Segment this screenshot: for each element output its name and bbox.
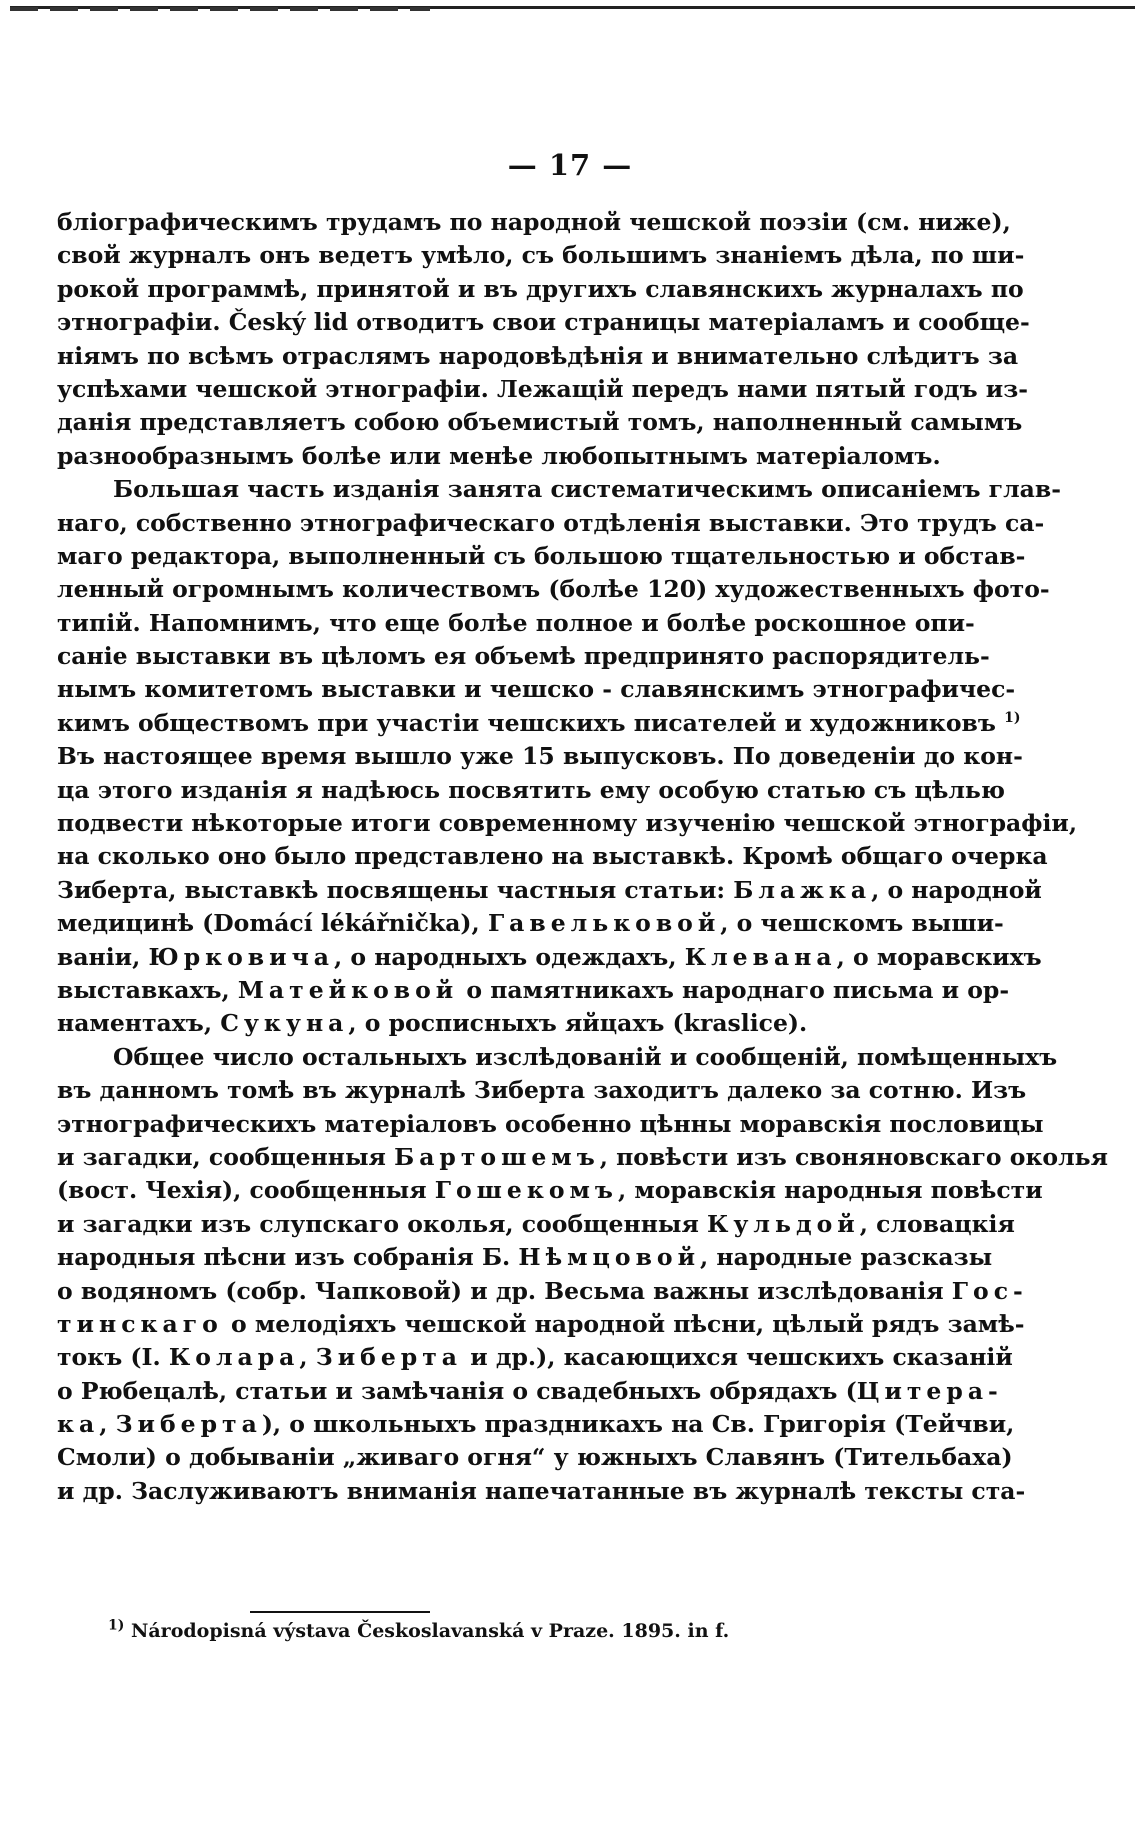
text-line [57, 1308, 1025, 1341]
text-fragment: Зиберта, выставкѣ посвящены частныя статьи: [57, 875, 726, 904]
author-name: Юрковича [148, 942, 334, 971]
text-fragment: , словацкія [859, 1209, 1015, 1238]
text-line [57, 974, 1010, 1007]
text-line: данія представляетъ собою объемистый томъ, наполненный самымъ [57, 408, 1023, 437]
text-line: саніе выставки въ цѣломъ ея объемѣ предпринято распорядитель- [57, 642, 990, 671]
text-fragment: о Рюбецалѣ, статьи и замѣчанія о свадебныхъ обрядахъ ( [57, 1376, 857, 1405]
text-fragment: , о моравскихъ [836, 942, 1042, 971]
text-line: этнографическихъ матеріаловъ особенно цѣнны моравскія пословицы [57, 1109, 1044, 1138]
text-line [57, 941, 1042, 974]
footnote [108, 1617, 730, 1642]
author-name: Блажка [733, 875, 872, 904]
author-name: Гос- [951, 1276, 1028, 1305]
text-fragment: , моравскія народныя повѣсти [617, 1176, 1043, 1205]
text-line: этнографіи. Český lid отводитъ свои страницы матеріаламъ и сообще- [57, 308, 1030, 337]
author-name: Бартошемъ [394, 1142, 600, 1171]
text-fragment: кимъ обществомъ при участіи чешскихъ писателей и художниковъ [57, 708, 996, 737]
text-line: Большая часть изданія занята систематическимъ описаніемъ глав- [113, 475, 1061, 504]
text-fragment: и загадки, сообщенныя [57, 1142, 386, 1171]
text-line: нымъ комитетомъ выставки и чешско - славянскимъ этнографичес- [57, 675, 1016, 704]
author-name: Зиберта [115, 1410, 262, 1439]
text-line: въ данномъ томѣ въ журналѣ Зиберта заходитъ далеко за сотню. Изъ [57, 1076, 1027, 1105]
text-fragment: , [299, 1343, 308, 1372]
text-fragment: ваніи, [57, 942, 141, 971]
text-line [57, 1341, 1013, 1374]
author-name: Зиберта [315, 1343, 463, 1372]
text-line: ца этого изданія я надѣюсь посвятить ему особую статью съ цѣлью [57, 775, 1005, 804]
footnote-reference: 1) [1004, 710, 1021, 727]
text-line [57, 1007, 942, 1040]
text-line: успѣхами чешской этнографіи. Лежащій передъ нами пятый годъ из- [57, 374, 1028, 403]
text-line [57, 1275, 1028, 1308]
author-name: тинскаго [57, 1309, 223, 1338]
author-name: Матейковой [237, 975, 459, 1004]
author-name: Кульдой [707, 1209, 860, 1238]
text-line: типій. Напомнимъ, что еще болѣе полное и болѣе роскошное опи- [57, 608, 975, 637]
text-line [57, 1174, 1043, 1207]
footnote-mark: 1) [108, 1617, 125, 1634]
text-fragment: , о росписныхъ яйцахъ (kraslice). [348, 1009, 808, 1038]
author-name: Гавельковой [487, 909, 721, 938]
text-fragment: , о чешскомъ выши- [720, 909, 1004, 938]
scan-top-edge [10, 6, 1135, 19]
author-name: Гошекомъ [434, 1176, 618, 1205]
text-line: разнообразнымъ болѣе или менѣе любопытнымъ матеріаломъ. [57, 441, 941, 470]
text-line [57, 874, 1042, 907]
text-fragment: , повѣсти изъ своняновскаго околья [599, 1142, 1108, 1171]
text-line: Въ настоящее время вышло уже 15 выпусковъ. По доведеніи до кон- [57, 742, 1023, 771]
text-line: рокой программѣ, принятой и въ другихъ славянскихъ журналахъ по [57, 274, 1024, 303]
footnote-divider [250, 1611, 430, 1613]
text-fragment: и др.), касающихся чешскихъ сказаній [470, 1343, 1013, 1372]
text-line: и др. Заслуживаютъ вниманія напечатанные въ журналѣ тексты ста- [57, 1476, 1026, 1505]
text-line [57, 907, 1004, 940]
author-name: ка [57, 1410, 100, 1439]
text-line: Общее число остальныхъ изслѣдованій и сообщеній, помѣщенныхъ [113, 1042, 1058, 1071]
text-fragment: наментахъ, [57, 1009, 212, 1038]
text-fragment: токъ (I. [57, 1343, 161, 1372]
body-text [57, 206, 1108, 1508]
text-fragment: , [99, 1410, 108, 1439]
text-fragment: о мелодіяхъ чешской народной пѣсни, цѣлый рядъ замѣ- [230, 1309, 1025, 1338]
text-line: подвести нѣкоторые итоги современному изученію чешской этнографіи, [57, 809, 1078, 838]
text-fragment: , о народныхъ одеждахъ, [334, 942, 677, 971]
text-line: ніямъ по всѣмъ отраслямъ народовѣдѣнія и внимательно слѣдитъ за [57, 341, 1019, 370]
text-line [57, 1375, 1003, 1408]
author-name: Цитера- [856, 1376, 1003, 1405]
text-line [57, 1141, 1108, 1174]
text-fragment: выставкахъ, [57, 975, 230, 1004]
page-number: — 17 — [507, 148, 633, 182]
text-fragment: медицинѣ (Domácí lékářnička), [57, 909, 480, 938]
text-line: бліографическимъ трудамъ по народной чешской поэзіи (см. ниже), [57, 208, 1011, 236]
text-fragment: о памятникахъ народнаго письма и ор- [466, 975, 1010, 1004]
author-name: Клевана [684, 942, 837, 971]
text-line: Смоли) о добываніи „живаго огня“ у южныхъ Славянъ (Тительбаха) [57, 1443, 1013, 1472]
text-line: наго, собственно этнографическаго отдѣленія выставки. Это трудъ са- [57, 508, 1045, 537]
text-line: на сколько оно было представлено на выставкѣ. Кромѣ общаго очерка [57, 842, 1048, 871]
author-name: Нѣмцовой [518, 1243, 701, 1272]
author-name: Сукуна [220, 1009, 349, 1038]
footnote-text: Národopisná výstava Českoslavanská v Praze. 1895. in f. [131, 1620, 730, 1642]
text-line [57, 1208, 1015, 1241]
author-name: Колара [168, 1343, 300, 1372]
text-fragment: (вост. Чехія), сообщенныя [57, 1176, 427, 1205]
text-fragment: , народные разсказы [700, 1243, 993, 1272]
text-fragment: ), о школьныхъ праздникахъ на Св. Григорія (Тейчви, [261, 1410, 1015, 1439]
text-fragment: , о народной [871, 875, 1042, 904]
text-line [57, 707, 1021, 740]
text-fragment: и загадки изъ слупскаго околья, сообщенныя [57, 1209, 699, 1238]
text-line: маго редактора, выполненный съ большою тщательностью и обстав- [57, 541, 1026, 570]
text-fragment: о водяномъ (собр. Чапковой) и др. Весьма важны изслѣдованія [57, 1276, 944, 1305]
text-line [57, 1241, 993, 1274]
text-line: свой журналъ онъ ведетъ умѣло, съ большимъ знаніемъ дѣла, по ши- [57, 241, 1025, 270]
text-line: ленный огромнымъ количествомъ (болѣе 120) художественныхъ фото- [57, 575, 1050, 604]
text-line [57, 1408, 1015, 1441]
text-fragment: народныя пѣсни изъ собранія Б. [57, 1243, 511, 1272]
